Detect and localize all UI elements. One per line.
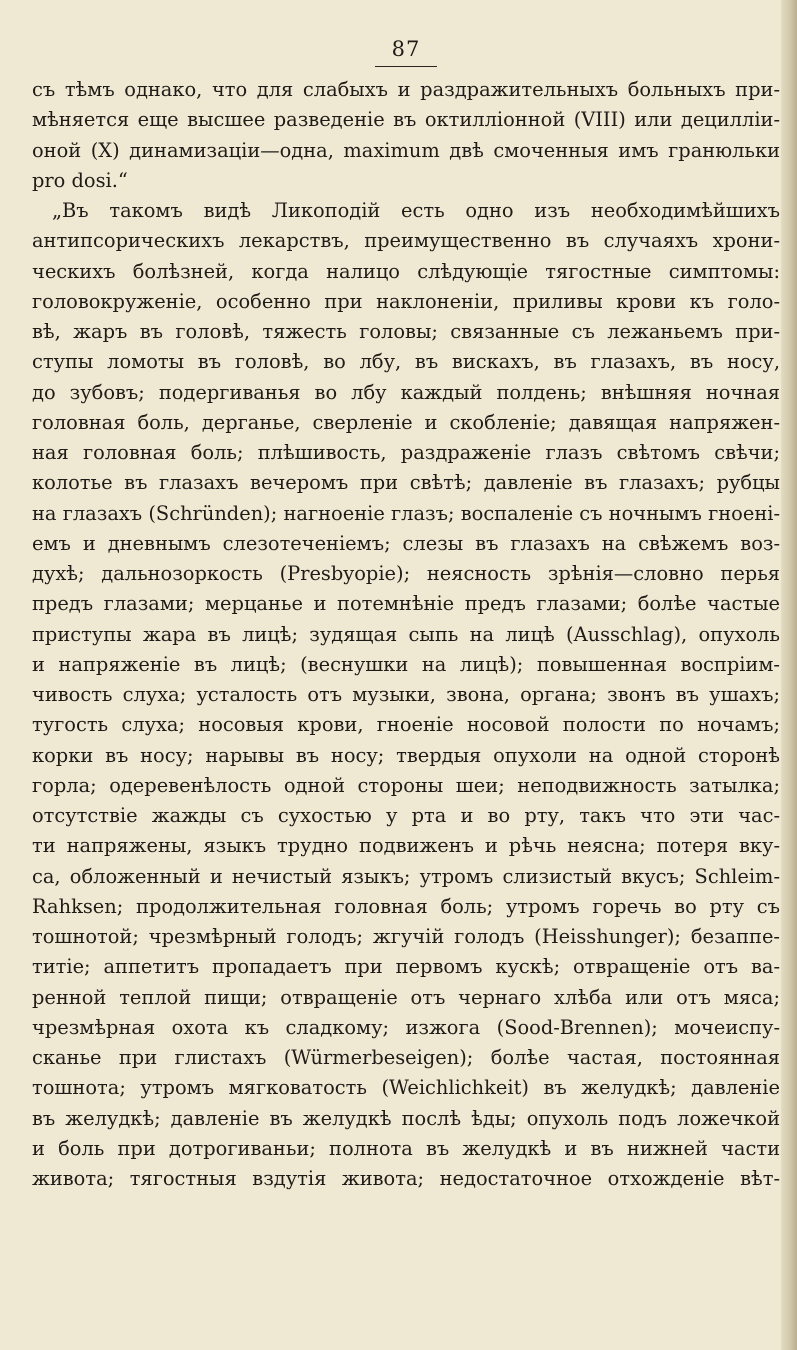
text-line: ная головная боль; плѣшивость, раздраженіе глазъ свѣтомъ свѣчи; xyxy=(32,441,780,464)
text-line: чивость слуха; усталость отъ музыки, звона, органа; звонъ въ ушахъ; xyxy=(32,683,780,706)
text-line: ческихъ болѣзней, когда налицо слѣдующіе тягостные симптомы: xyxy=(32,259,780,283)
page-number: 87 xyxy=(391,37,421,61)
text-line: тошнотой; чрезмѣрный голодъ; жгучій голодъ (Heisshunger); безаппе- xyxy=(32,925,780,948)
text-line: антипсорическихъ лекарствъ, преимущественно въ случаяхъ хрони- xyxy=(32,229,780,253)
book-page xyxy=(32,36,780,1194)
text-line: „Въ такомъ видѣ Ликоподій есть одно изъ необходимѣйшихъ xyxy=(52,199,780,222)
text-line: титіе; аппетитъ пропадаетъ при первомъ кускѣ; отвращеніе отъ ва- xyxy=(32,955,780,979)
text-line: духѣ; дальнозоркость (Presbyopie); неясность зрѣнія—словно перья xyxy=(32,562,780,585)
text-line: въ желудкѣ; давленіе въ желудкѣ послѣ ѣды; опухоль подъ ложечкой xyxy=(32,1106,780,1130)
text-line: тугость слуха; носовыя крови, гноеніе носовой полости по ночамъ; xyxy=(32,713,780,737)
text-line: колотье въ глазахъ вечеромъ при свѣтѣ; давленіе въ глазахъ; рубцы xyxy=(32,471,780,495)
text-line: сканье при глистахъ (Würmerbeseigen); болѣе частая, постоянная xyxy=(32,1046,780,1069)
text-line: отсутствіе жажды съ сухостью у рта и во рту, такъ что эти час- xyxy=(32,804,780,827)
text-line: тошнота; утромъ мягковатость (Weichlichkeit) въ желудкѣ; давленіе xyxy=(32,1076,780,1100)
page-number-rule xyxy=(375,66,437,67)
text-line: оной (X) динамизаціи—одна, maximum двѣ смоченныя имъ гранюльки xyxy=(32,138,780,162)
text-line: са, обложенный и нечистый языкъ; утромъ слизистый вкусъ; Schleim- xyxy=(32,864,780,888)
text-line: предъ глазами; мерцанье и потемнѣніе предъ глазами; болѣе частые xyxy=(32,592,780,616)
text-line: мѣняется еще высшее разведеніе въ октилліонной (VIII) или децилліи- xyxy=(32,108,780,132)
text-line: корки въ носу; нарывы въ носу; твердыя опухоли на одной сторонѣ xyxy=(32,743,780,767)
text-line: ступы ломоты въ головѣ, во лбу, въ вискахъ, въ глазахъ, въ носу, xyxy=(32,350,780,374)
body-text xyxy=(32,75,780,1194)
text-line: ренной теплой пищи; отвращеніе отъ чернаго хлѣба или отъ мяса; xyxy=(32,985,780,1009)
text-line: живота; тягостныя вздутія живота; недостаточное отхожденіе вѣт- xyxy=(32,1167,780,1190)
page-gutter-shadow xyxy=(781,0,797,1350)
text-line: головная боль, дерганье, сверленіе и скобленіе; давящая напряжен- xyxy=(32,410,780,434)
text-line: вѣ, жаръ въ головѣ, тяжесть головы; связанные съ лежаньемъ при- xyxy=(32,320,780,343)
text-line: головокруженіе, особенно при наклоненіи, приливы крови къ голо- xyxy=(32,289,780,313)
text-line: и напряженіе въ лицѣ; (веснушки на лицѣ); повышенная воспріим- xyxy=(32,652,780,676)
text-line: горла; одеревенѣлость одной стороны шеи; неподвижность затылка; xyxy=(32,773,780,797)
text-line: pro dosi.“ xyxy=(32,168,128,192)
text-line: приступы жара въ лицѣ; зудящая сыпь на лицѣ (Ausschlag), опухоль xyxy=(32,622,780,646)
text-line: емъ и дневнымъ слезотеченіемъ; слезы въ глазахъ на свѣжемъ воз- xyxy=(32,531,780,555)
text-line: и боль при дотрогиваньи; полнота въ желудкѣ и въ нижней части xyxy=(32,1136,780,1160)
text-line: на глазахъ (Schründen); нагноеніе глазъ; воспаленіе съ ночнымъ гноені- xyxy=(32,501,780,525)
text-line: чрезмѣрная охота къ сладкому; изжога (Sood-Brennen); мочеиспу- xyxy=(32,1015,780,1039)
text-line: ти напряжены, языкъ трудно подвиженъ и рѣчь неясна; потеря вку- xyxy=(32,834,780,858)
text-line: до зубовъ; подергиванья во лбу каждый полдень; внѣшняя ночная xyxy=(32,380,780,404)
text-line: Rahksen; продолжительная головная боль; утромъ горечь во рту съ xyxy=(32,894,780,918)
text-line: съ тѣмъ однако, что для слабыхъ и раздражительныхъ больныхъ при- xyxy=(32,78,780,101)
